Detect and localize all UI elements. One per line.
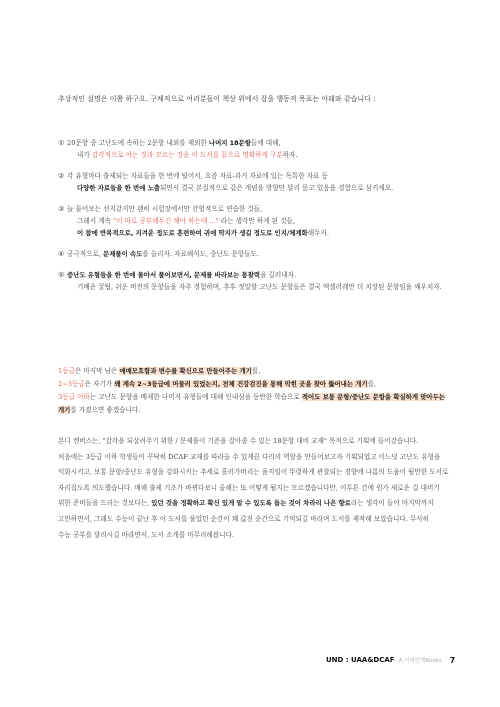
goal-line	[67, 203, 468, 215]
goal-number: ①	[58, 139, 65, 147]
closing-text: 라는 생각이 들어 마지막까지	[350, 499, 434, 508]
closing-line	[58, 496, 468, 512]
goal-line	[67, 248, 468, 260]
goal-number: ②	[58, 172, 65, 180]
goal-number: ⑤	[58, 271, 65, 279]
closing-text: 있던 것을 정확하고 확신 있게 알 수 있도록 돕는 것이 차라리 나은 향로	[151, 499, 351, 508]
goal-text: 하자.	[282, 151, 298, 159]
goal-text: 나머지 18문항	[208, 139, 251, 147]
goal-text: 기배운 꿀팁, 쉬운 버전의 문항들을 자주 경험하며, 추후 정말할 고난도 문항들은 결국 엑셀러레만 더 치장된 문항임을 깨우치자.	[77, 283, 442, 291]
goal-line	[67, 137, 468, 149]
closing-text: 익화시키고, 보통 문항/중난도 유형을 강화시키는 추세로 흘러가버리는 움직임이 뚜렷하게 관찰되는 경향에 나름의 도움이 될만한 도서로	[58, 468, 449, 477]
footer-publisher: A 시대인재Books	[398, 658, 442, 664]
grade-line	[58, 378, 458, 391]
grade-line	[58, 391, 458, 404]
goal-text: 를 올리자. 자료해석도, 중난도 문항들도.	[142, 250, 259, 258]
goal-text: "이 따로 공부해두긴 해야 하는데 ..."	[113, 217, 219, 225]
goal-text: 되면서 결국 본질적으로 같은 개념을 방향만 달리 묻고 있음을 경험으로 삼키세요.	[159, 184, 394, 192]
goal-text: 다양한 자료들을 한 번에 노출	[77, 184, 160, 192]
goal-line	[67, 182, 468, 194]
closing-line	[58, 512, 468, 528]
goal-text: 중난도 유형들을 한 번에 몰아서 풀어보면서, 문제를 바라보는 통찰력	[67, 271, 261, 279]
closing-line	[58, 434, 468, 450]
intro-paragraph: 추상적인 설명은 이쯤 하구요. 구체적으로 여러분들이 책상 위에서 잡을 행동적 목표는 아래와 같습니다 :	[58, 95, 376, 103]
goal-text: 궁극적으로,	[67, 250, 104, 258]
goal-text: 라는 생각만 하게 된 것들,	[218, 217, 295, 225]
page-footer	[326, 655, 455, 665]
goal-text: 감각적으로 아는 것과 모르는 것을 이 도서를 끝으로 명확하게 구분	[91, 151, 283, 159]
closing-text: 고민하면서, 그래도 수능이 끝난 후 이 도서를 풀었던 순간이 꽤 값진 순간으로 기억되길 바라며 도서를 제작해 보았습니다. 무사히	[58, 514, 430, 523]
goal-text: 각 유형마다 출제되는 자료들을 한 번에 털어서, 요즘 자료-과거 자료에 있는 독특한 자료 등	[67, 172, 328, 180]
goal-number: ③	[58, 205, 65, 213]
closing-line	[58, 481, 468, 497]
goal-text: 해두자.	[307, 229, 329, 237]
goal-number: ④	[58, 250, 65, 258]
grade-text: 애매모호함과 변수를 확신으로 만들어주는 개기	[119, 367, 252, 375]
goal-text: 들에 대해,	[250, 139, 281, 147]
closing-line	[58, 465, 468, 481]
goal-item	[58, 203, 468, 239]
goal-text: 문제풀이 속도	[103, 250, 143, 258]
grade-text: 를 가졌으면 좋겠습니다.	[70, 406, 141, 414]
grade-text: 3등급 이하	[58, 393, 90, 401]
closing-paragraph	[58, 434, 468, 543]
grade-text: 를,	[251, 367, 261, 375]
goal-text: 내가	[77, 151, 92, 159]
goal-item	[58, 170, 468, 194]
closing-text: 처음에는 3등급 이하 학생들이 꾸닥히 DCAF 교재를 따라올 수 있게끔 다리의 역할을 만들어보고자 기획되었고 이느덧 고난도 유형을	[58, 452, 441, 461]
goal-text: 이 참에 반복적으로, 지겨운 정도로 훈련하여 귀에 딱지가 생길 정도로 인지/체계화	[77, 229, 308, 237]
footer-brand: UND : UAA&DCAF	[326, 656, 395, 664]
grade-text: 1등급	[58, 367, 75, 375]
goal-line	[67, 227, 468, 239]
goal-text: 그래서 계속	[77, 217, 114, 225]
grade-text: 왜 계속 2~3등급에 머물러 있었는지, 전체 건강검진을 통해 막힌 곳을 찾아 뚫어내는 개기	[114, 380, 368, 388]
goal-line	[67, 149, 468, 161]
goal-text: 을 길러내자.	[260, 271, 297, 279]
goal-line	[67, 281, 468, 293]
grade-text: 은 자기가	[84, 380, 115, 388]
grade-text: 는 고난도 문항을 배제한 나머지 유형들에 대해 인내심을 동반한 학습으로	[89, 393, 302, 401]
goal-item	[58, 248, 468, 260]
goal-text: 20문항 중 고난도에 속하는 2문항 내외를 제외한	[67, 139, 209, 147]
closing-line	[58, 450, 468, 466]
goal-line	[67, 269, 468, 281]
grade-text: 2~3등급	[58, 380, 85, 388]
goal-line	[67, 215, 468, 227]
goal-text: 늘 물어보는 선지같지만 괜히 시험장에서만 간헐적으로 연습한 것들,	[67, 205, 263, 213]
grade-text: 은 마지막 남은	[74, 367, 120, 375]
goal-line	[67, 170, 468, 182]
closing-text: 본디 캔버스는, "감각을 되살려주기 위한 / 문제풀이 기준을 잡아줄 수 있는 18문항 대비 교재" 목적으로 기획에 들어갔습니다.	[58, 437, 419, 445]
goal-item	[58, 269, 468, 293]
goals-list	[58, 137, 468, 302]
closing-text: 위한 준비들을 드리는 것보다는,	[58, 499, 152, 508]
grade-line	[58, 365, 458, 378]
grade-line	[58, 404, 458, 417]
grade-text: 를,	[367, 380, 377, 388]
grade-text: 적어도 보통 문항/중난도 문항을 확실하게 맞아두는	[301, 393, 445, 401]
closing-text: 자리잡도록 의도했습니다. 매해 출제 기조가 바뀌다보니 올해는 또 어떻게 될지는 모르겠습니다만, 이투튼 간에 원가 새로운 걸 대비기	[58, 483, 440, 492]
closing-line	[58, 528, 468, 544]
goal-item	[58, 137, 468, 161]
grade-text: 개기	[58, 406, 71, 414]
closing-text: 수능 공부를 달리시길 바라면서, 도서 소개를 마무리해봅니다.	[58, 530, 235, 539]
grade-goals-paragraph	[58, 365, 458, 417]
page-number: 7	[449, 655, 456, 665]
